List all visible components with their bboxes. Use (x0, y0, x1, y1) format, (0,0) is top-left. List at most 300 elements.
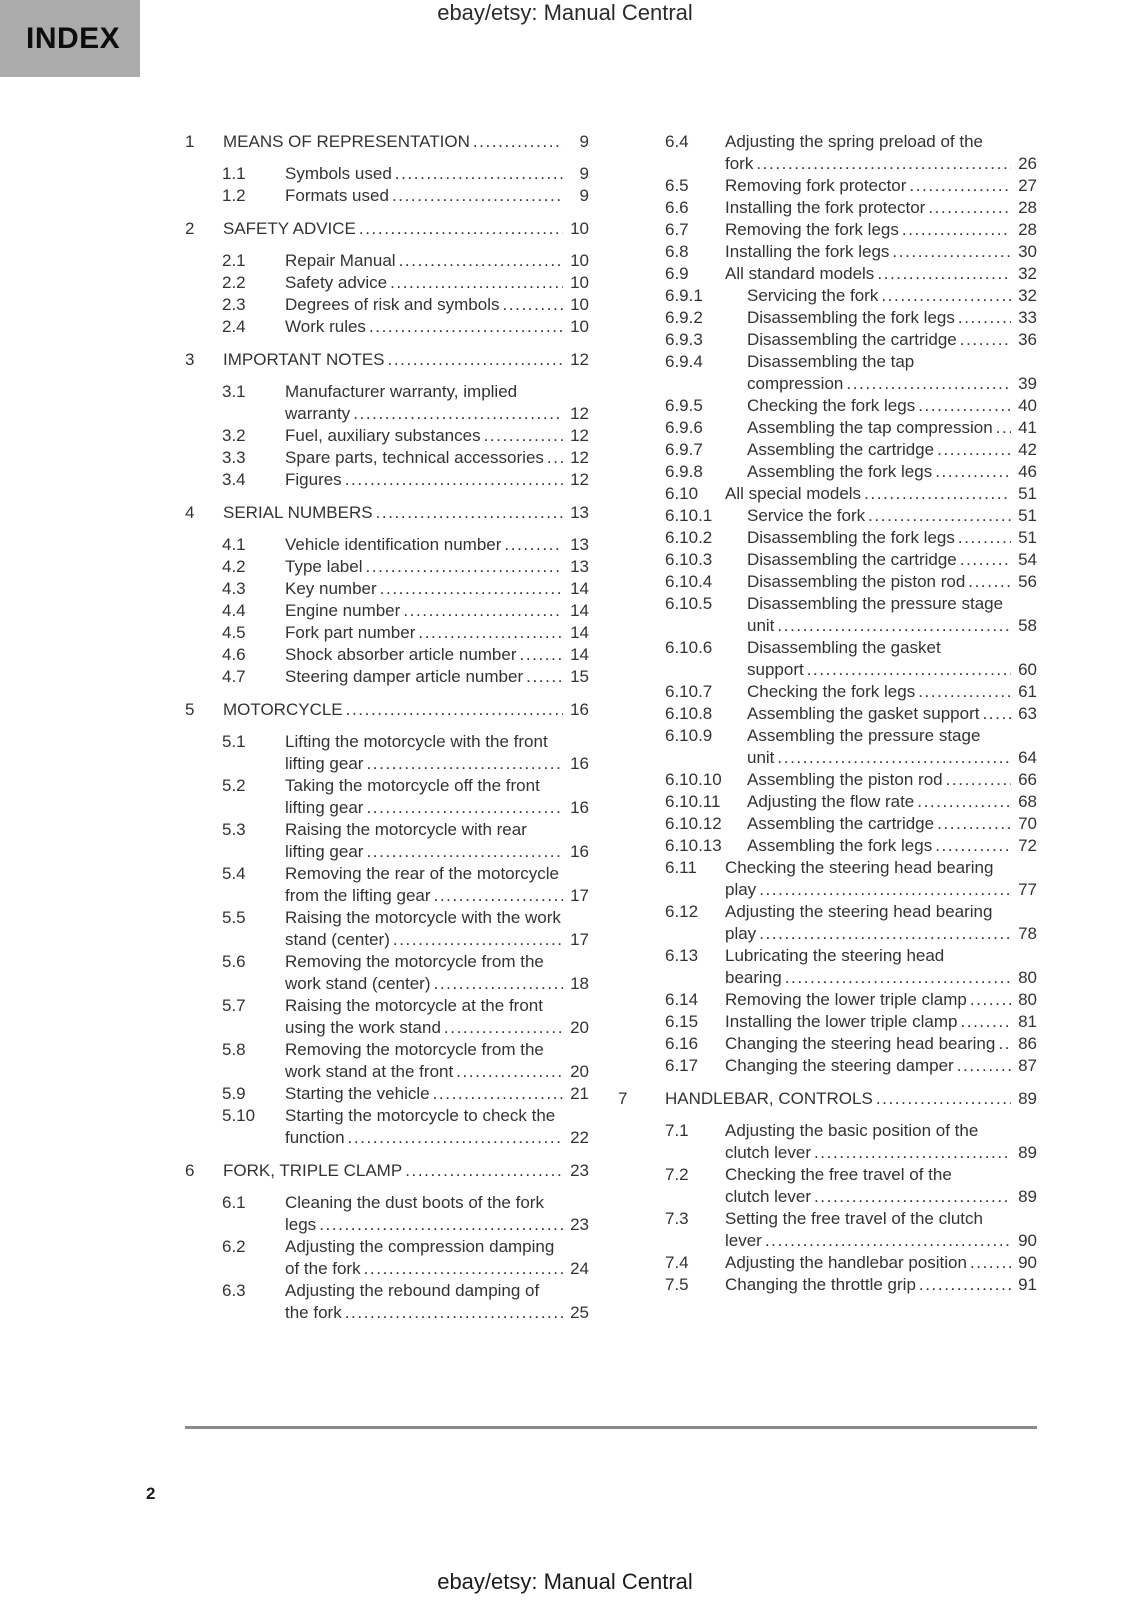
leader-dots (369, 316, 563, 338)
toc-entry-number: 3.4 (222, 470, 246, 489)
toc-entry-page-ref: 23 (570, 1161, 589, 1180)
toc-entry-title-line: Manufacturer warranty, implied (285, 382, 518, 401)
toc-entry-title-line: FORK, TRIPLE CLAMP (223, 1161, 403, 1180)
toc-entry-page-ref: 33 (1018, 308, 1037, 327)
leader-dots (392, 185, 563, 207)
index-label: INDEX (26, 22, 121, 55)
toc-entry-page-ref: 26 (1018, 154, 1037, 173)
toc-entry-page-ref: 80 (1018, 968, 1037, 987)
toc-entry-number: 6.9.6 (665, 418, 703, 437)
toc-entry-number: 6.10.5 (665, 594, 713, 613)
toc-entry-title-line: Fuel, auxiliary substances (285, 426, 481, 445)
toc-entry-page-ref: 78 (1018, 924, 1037, 943)
leader-dots (345, 469, 563, 491)
toc-entry-number: 5.6 (222, 952, 246, 971)
toc-entry-title-line: Adjusting the compression damping (285, 1237, 555, 1256)
leader-dots (504, 534, 563, 556)
toc-entry-number: 1.1 (222, 164, 246, 183)
toc-entry-title-line: work stand at the front (285, 1062, 454, 1081)
toc-entry-title-line: Removing the fork legs (725, 220, 899, 239)
toc-entry-page-ref: 12 (570, 448, 589, 467)
toc-entry (222, 447, 589, 469)
toc-entry-page-ref: 90 (1018, 1253, 1037, 1272)
toc-entry-number: 6.9.5 (665, 396, 703, 415)
toc-entry-number: 2.4 (222, 317, 246, 336)
toc-entry (665, 835, 1037, 857)
toc-entry-title-line: Installing the fork legs (725, 242, 890, 261)
toc-entry-title-line: lever (725, 1231, 762, 1250)
toc-entry-page-ref: 10 (570, 317, 589, 336)
toc-entry-number: 7.1 (665, 1121, 689, 1140)
toc-entry-page-ref: 51 (1018, 484, 1037, 503)
toc-entry-number: 6.10.9 (665, 726, 713, 745)
toc-entry-page-ref: 61 (1018, 682, 1037, 701)
toc-entry-title-line: Figures (285, 470, 342, 489)
toc-entry-page-ref: 89 (1018, 1143, 1037, 1162)
toc-entry-number: 6.16 (665, 1034, 699, 1053)
page-header-title: ebay/etsy: Manual Central (437, 0, 693, 25)
toc-entry-title-line: Adjusting the spring preload of the (725, 132, 984, 151)
toc-entry (222, 272, 589, 294)
toc-entry (222, 1192, 589, 1236)
toc-entry-title-line: stand (center) (285, 930, 390, 949)
toc-entry-number: 6.12 (665, 902, 699, 921)
leader-dots (348, 1127, 563, 1149)
toc-entry-number: 6.6 (665, 198, 689, 217)
toc-entry-page-ref: 17 (570, 930, 589, 949)
toc-entry-title-line: Assembling the pressure stage (747, 726, 981, 745)
toc-entry-title-line: Shock absorber article number (285, 645, 517, 664)
toc-entry-number: 6.10.3 (665, 550, 713, 569)
toc-entry (665, 593, 1037, 637)
toc-entry (222, 1083, 589, 1105)
leader-dots (433, 1083, 563, 1105)
toc-entry (222, 1105, 589, 1149)
toc-entry-page-ref: 21 (570, 1084, 589, 1103)
toc-entry-title-line: Checking the fork legs (747, 682, 916, 701)
toc-entry (665, 791, 1037, 813)
toc-entry-title-line: Fork part number (285, 623, 416, 642)
leader-dots (526, 666, 563, 688)
toc-entry (665, 417, 1037, 439)
toc-entry-title-line: Adjusting the basic position of the (725, 1121, 979, 1140)
toc-entry-title-line: Lubricating the steering head (725, 946, 945, 965)
toc-entry-title-line: All special models (725, 484, 862, 503)
toc-entry (222, 425, 589, 447)
toc-entry-number: 1.2 (222, 186, 246, 205)
toc-entry-number: 2.3 (222, 295, 246, 314)
toc-entry-title-line: legs (285, 1215, 317, 1234)
toc-entry (185, 218, 589, 240)
toc-entry-page-ref: 40 (1018, 396, 1037, 415)
toc-entry (222, 578, 589, 600)
toc-entry (665, 439, 1037, 461)
leader-dots (807, 659, 1011, 681)
toc-entry (185, 1160, 589, 1182)
toc-entry-number: 3.2 (222, 426, 246, 445)
leader-dots (484, 425, 563, 447)
toc-entry (222, 316, 589, 338)
toc-entry (665, 395, 1037, 417)
toc-entry-title-line: work stand (center) (285, 974, 431, 993)
toc-entry (222, 907, 589, 951)
toc-entry-number: 6.10.4 (665, 572, 713, 591)
leader-dots (864, 483, 1011, 505)
toc-entry (665, 1252, 1037, 1274)
toc-entry-number: 6.10.13 (665, 836, 722, 855)
toc-entry-title-line: Disassembling the fork legs (747, 528, 955, 547)
toc-entry-title-line: Spare parts, technical accessories (285, 448, 544, 467)
toc-entry-title-line: Starting the vehicle (285, 1084, 430, 1103)
leader-dots (868, 505, 1011, 527)
toc-entry-page-ref: 16 (570, 842, 589, 861)
toc-entry-page-ref: 89 (1018, 1187, 1037, 1206)
toc-entry-title-line: MEANS OF REPRESENTATION (223, 132, 470, 151)
toc-entry-page-ref: 9 (579, 132, 589, 151)
toc-entry-page-ref: 20 (570, 1018, 589, 1037)
toc-entry (185, 131, 589, 153)
toc-entry-title-line: the fork (285, 1303, 342, 1322)
toc-entry-page-ref: 46 (1018, 462, 1037, 481)
page-footer-title: ebay/etsy: Manual Central (437, 1569, 693, 1594)
toc-entry-page-ref: 15 (570, 667, 589, 686)
toc-entry-page-ref: 10 (570, 273, 589, 292)
toc-entry-title-line: Disassembling the gasket (747, 638, 941, 657)
toc-entry-title-line: Disassembling the fork legs (747, 308, 955, 327)
toc-entry-title-line: Disassembling the cartridge (747, 550, 957, 569)
toc-entry-page-ref: 39 (1018, 374, 1037, 393)
toc-entry-page-ref: 27 (1018, 176, 1037, 195)
toc-entry (222, 556, 589, 578)
toc-entry-page-ref: 36 (1018, 330, 1037, 349)
toc-entry (665, 131, 1037, 175)
toc-entry-number: 6.17 (665, 1056, 699, 1075)
toc-entry-title-line: Adjusting the flow rate (747, 792, 915, 811)
toc-entry-title-line: Installing the fork protector (725, 198, 926, 217)
toc-entry-title-line: lifting gear (285, 754, 364, 773)
leader-dots (319, 1214, 563, 1236)
leader-dots (996, 417, 1011, 439)
toc-entry (665, 241, 1037, 263)
toc-entry-number: 3.1 (222, 382, 246, 401)
toc-entry-title-line: clutch lever (725, 1187, 811, 1206)
toc-entry-number: 6.4 (665, 132, 689, 151)
leader-dots (881, 285, 1011, 307)
toc-entry-page-ref: 9 (579, 186, 589, 205)
leader-dots (364, 1258, 563, 1280)
toc-entry-title-line: Assembling the cartridge (747, 814, 935, 833)
toc-entry-page-ref: 51 (1018, 506, 1037, 525)
leader-dots (403, 600, 563, 622)
leader-dots (393, 929, 563, 951)
toc-entry-number: 6.8 (665, 242, 689, 261)
table-of-contents (185, 131, 1037, 1324)
toc-entry-page-ref: 13 (570, 557, 589, 576)
toc-entry-title-line: Removing the motorcycle from the (285, 1040, 544, 1059)
toc-entry (222, 294, 589, 316)
toc-entry (665, 989, 1037, 1011)
toc-entry-number: 7.2 (665, 1165, 689, 1184)
toc-entry-title-line: Assembling the gasket support (747, 704, 980, 723)
toc-entry-page-ref: 86 (1018, 1034, 1037, 1053)
toc-entry-title-line: support (747, 660, 804, 679)
toc-entry (665, 901, 1037, 945)
toc-entry (665, 263, 1037, 285)
leader-dots (346, 699, 563, 721)
toc-entry-title-line: Repair Manual (285, 251, 396, 270)
toc-entry-page-ref: 90 (1018, 1231, 1037, 1250)
footer-divider (185, 1426, 1037, 1429)
toc-entry-title-line: SAFETY ADVICE (223, 219, 356, 238)
toc-entry-number: 5.9 (222, 1084, 246, 1103)
toc-entry-page-ref: 72 (1018, 836, 1037, 855)
toc-entry-title-line: Raising the motorcycle at the front (285, 996, 543, 1015)
toc-entry-number: 4 (185, 503, 195, 522)
toc-entry-page-ref: 14 (570, 579, 589, 598)
toc-entry-page-ref: 22 (570, 1128, 589, 1147)
leader-dots (376, 502, 563, 524)
leader-dots (957, 1055, 1011, 1077)
toc-entry-number: 6.9.4 (665, 352, 703, 371)
toc-entry-number: 2.2 (222, 273, 246, 292)
toc-entry-title-line: function (285, 1128, 345, 1147)
toc-entry-title-line: All standard models (725, 264, 875, 283)
leader-dots (877, 263, 1011, 285)
toc-entry (222, 381, 589, 425)
toc-left-column (185, 131, 589, 1324)
leader-dots (359, 218, 563, 240)
toc-entry-number: 6.1 (222, 1193, 246, 1212)
toc-entry-title-line: Assembling the fork legs (747, 462, 933, 481)
toc-entry-title-line: HANDLEBAR, CONTROLS (665, 1089, 873, 1108)
toc-entry-page-ref: 12 (570, 470, 589, 489)
leader-dots (935, 835, 1011, 857)
toc-entry-page-ref: 17 (570, 886, 589, 905)
leader-dots (777, 615, 1011, 637)
toc-entry-number: 6.9.1 (665, 286, 703, 305)
leader-dots (366, 556, 564, 578)
toc-entry (665, 1274, 1037, 1296)
toc-entry-number: 6.11 (665, 858, 697, 877)
leader-dots (520, 644, 563, 666)
page-number: 2 (146, 1484, 156, 1503)
toc-entry-title-line: Assembling the piston rod (747, 770, 943, 789)
toc-entry-page-ref: 24 (570, 1259, 589, 1278)
toc-entry-number: 6.10.10 (665, 770, 722, 789)
toc-entry (222, 995, 589, 1039)
leader-dots (380, 578, 563, 600)
toc-entry-title-line: Lifting the motorcycle with the front (285, 732, 548, 751)
toc-entry (665, 1055, 1037, 1077)
toc-entry (665, 945, 1037, 989)
toc-entry-number: 3 (185, 350, 195, 369)
toc-entry-number: 6.10.12 (665, 814, 722, 833)
toc-entry-page-ref: 30 (1018, 242, 1037, 261)
toc-entry-title-line: Adjusting the handlebar position (725, 1253, 967, 1272)
toc-entry-page-ref: 9 (579, 164, 589, 183)
toc-entry-title-line: MOTORCYCLE (223, 700, 343, 719)
toc-entry-page-ref: 12 (570, 426, 589, 445)
toc-entry-title-line: Taking the motorcycle off the front (285, 776, 540, 795)
toc-entry-page-ref: 16 (570, 754, 589, 773)
toc-entry-title-line: SERIAL NUMBERS (223, 503, 373, 522)
toc-entry (222, 775, 589, 819)
toc-entry (665, 813, 1037, 835)
leader-dots (759, 923, 1011, 945)
toc-entry-title-line: Disassembling the tap (747, 352, 915, 371)
leader-dots (759, 879, 1011, 901)
leader-dots (390, 272, 563, 294)
leader-dots (366, 797, 563, 819)
toc-entry-title-line: Adjusting the steering head bearing (725, 902, 993, 921)
toc-entry-page-ref: 81 (1018, 1012, 1037, 1031)
toc-entry-title-line: lifting gear (285, 798, 364, 817)
leader-dots (918, 681, 1011, 703)
toc-entry-number: 6.10.1 (665, 506, 713, 525)
leader-dots (366, 841, 563, 863)
toc-entry-title-line: play (725, 880, 757, 899)
toc-entry-number: 5.7 (222, 996, 246, 1015)
toc-entry-page-ref: 14 (570, 601, 589, 620)
toc-entry-page-ref: 16 (570, 700, 589, 719)
leader-dots (970, 1252, 1011, 1274)
toc-entry-number: 6.9.2 (665, 308, 703, 327)
toc-entry-number: 5.2 (222, 776, 246, 795)
leader-dots (998, 1033, 1011, 1055)
leader-dots (919, 1274, 1011, 1296)
toc-entry (222, 951, 589, 995)
toc-entry-title-line: play (725, 924, 757, 943)
toc-entry-number: 6.9.7 (665, 440, 703, 459)
leader-dots (547, 447, 563, 469)
toc-entry-title-line: Servicing the fork (747, 286, 879, 305)
toc-entry-number: 1 (185, 132, 195, 151)
toc-entry-number: 6.10.11 (665, 792, 721, 811)
toc-entry-title-line: Checking the steering head bearing (725, 858, 994, 877)
toc-entry-page-ref: 32 (1018, 286, 1037, 305)
toc-entry-title-line: Disassembling the cartridge (747, 330, 957, 349)
toc-entry-number: 6.14 (665, 990, 699, 1009)
toc-entry (665, 329, 1037, 351)
toc-entry-page-ref: 42 (1018, 440, 1037, 459)
toc-entry-page-ref: 28 (1018, 220, 1037, 239)
toc-entry-page-ref: 25 (570, 1303, 589, 1322)
toc-entry-page-ref: 20 (570, 1062, 589, 1081)
leader-dots (917, 791, 1011, 813)
toc-entry (665, 1033, 1037, 1055)
toc-entry-title-line: Vehicle identification number (285, 535, 502, 554)
toc-entry-title-line: Starting the motorcycle to check the (285, 1106, 556, 1125)
toc-entry-title-line: Checking the fork legs (747, 396, 916, 415)
toc-entry-title-line: Raising the motorcycle with the work (285, 908, 561, 927)
toc-entry-number: 6.3 (222, 1281, 246, 1300)
toc-entry (665, 549, 1037, 571)
toc-entry-title-line: fork (725, 154, 754, 173)
leader-dots (958, 307, 1011, 329)
leader-dots (399, 250, 563, 272)
toc-entry-number: 5 (185, 700, 195, 719)
toc-entry (665, 219, 1037, 241)
toc-entry-number: 5.8 (222, 1040, 246, 1059)
toc-entry-number: 4.7 (222, 667, 246, 686)
toc-entry-page-ref: 66 (1018, 770, 1037, 789)
toc-right-column (618, 131, 1037, 1296)
toc-entry-page-ref: 14 (570, 623, 589, 642)
leader-dots (982, 703, 1011, 725)
toc-entry (222, 666, 589, 688)
toc-entry-number: 4.2 (222, 557, 246, 576)
toc-entry-title-line: Removing the lower triple clamp (725, 990, 967, 1009)
toc-entry-title-line: of the fork (285, 1259, 361, 1278)
toc-entry-page-ref: 10 (570, 251, 589, 270)
toc-entry-number: 5.1 (222, 732, 246, 751)
toc-entry (665, 197, 1037, 219)
toc-entry-page-ref: 64 (1018, 748, 1037, 767)
leader-dots (892, 241, 1011, 263)
leader-dots (395, 163, 563, 185)
toc-entry-title-line: Setting the free travel of the clutch (725, 1209, 983, 1228)
toc-entry-title-line: Changing the steering head bearing (725, 1034, 996, 1053)
toc-entry-page-ref: 10 (570, 295, 589, 314)
toc-entry-title-line: compression (747, 374, 844, 393)
leader-dots (876, 1088, 1011, 1110)
leader-dots (928, 197, 1011, 219)
toc-entry-number: 2 (185, 219, 195, 238)
toc-entry-title-line: from the lifting gear (285, 886, 431, 905)
toc-entry-title-line: warranty (285, 404, 351, 423)
leader-dots (937, 439, 1011, 461)
leader-dots (345, 1302, 563, 1324)
toc-entry-number: 7.3 (665, 1209, 689, 1228)
toc-entry (665, 857, 1037, 901)
toc-entry (185, 502, 589, 524)
toc-entry-number: 6.10.8 (665, 704, 713, 723)
toc-entry (618, 1088, 1037, 1110)
leader-dots (418, 622, 563, 644)
toc-entry-title-line: unit (747, 616, 775, 635)
toc-entry (665, 1011, 1037, 1033)
leader-dots (846, 373, 1011, 395)
toc-entry-number: 6.10 (665, 484, 699, 503)
leader-dots (918, 395, 1011, 417)
toc-entry-title-line: Degrees of risk and symbols (285, 295, 500, 314)
toc-entry-number: 6.9 (665, 264, 689, 283)
toc-entry (665, 175, 1037, 197)
leader-dots (405, 1160, 563, 1182)
toc-entry-title-line: Assembling the fork legs (747, 836, 933, 855)
toc-entry (222, 163, 589, 185)
toc-entry (222, 469, 589, 491)
toc-entry-number: 7 (618, 1089, 628, 1108)
toc-entry-title-line: Key number (285, 579, 377, 598)
toc-entry-page-ref: 60 (1018, 660, 1037, 679)
toc-entry-page-ref: 68 (1018, 792, 1037, 811)
toc-entry-title-line: IMPORTANT NOTES (223, 350, 385, 369)
leader-dots (814, 1142, 1011, 1164)
toc-entry-title-line: Work rules (285, 317, 366, 336)
toc-entry (665, 637, 1037, 681)
toc-entry (222, 863, 589, 907)
leader-dots (960, 1011, 1011, 1033)
toc-entry-title-line: Engine number (285, 601, 401, 620)
toc-entry-title-line: Removing fork protector (725, 176, 907, 195)
leader-dots (456, 1061, 563, 1083)
toc-entry (222, 185, 589, 207)
toc-entry-number: 6 (185, 1161, 195, 1180)
toc-entry-number: 4.4 (222, 601, 246, 620)
toc-entry-title-line: Assembling the cartridge (747, 440, 935, 459)
toc-entry (665, 703, 1037, 725)
